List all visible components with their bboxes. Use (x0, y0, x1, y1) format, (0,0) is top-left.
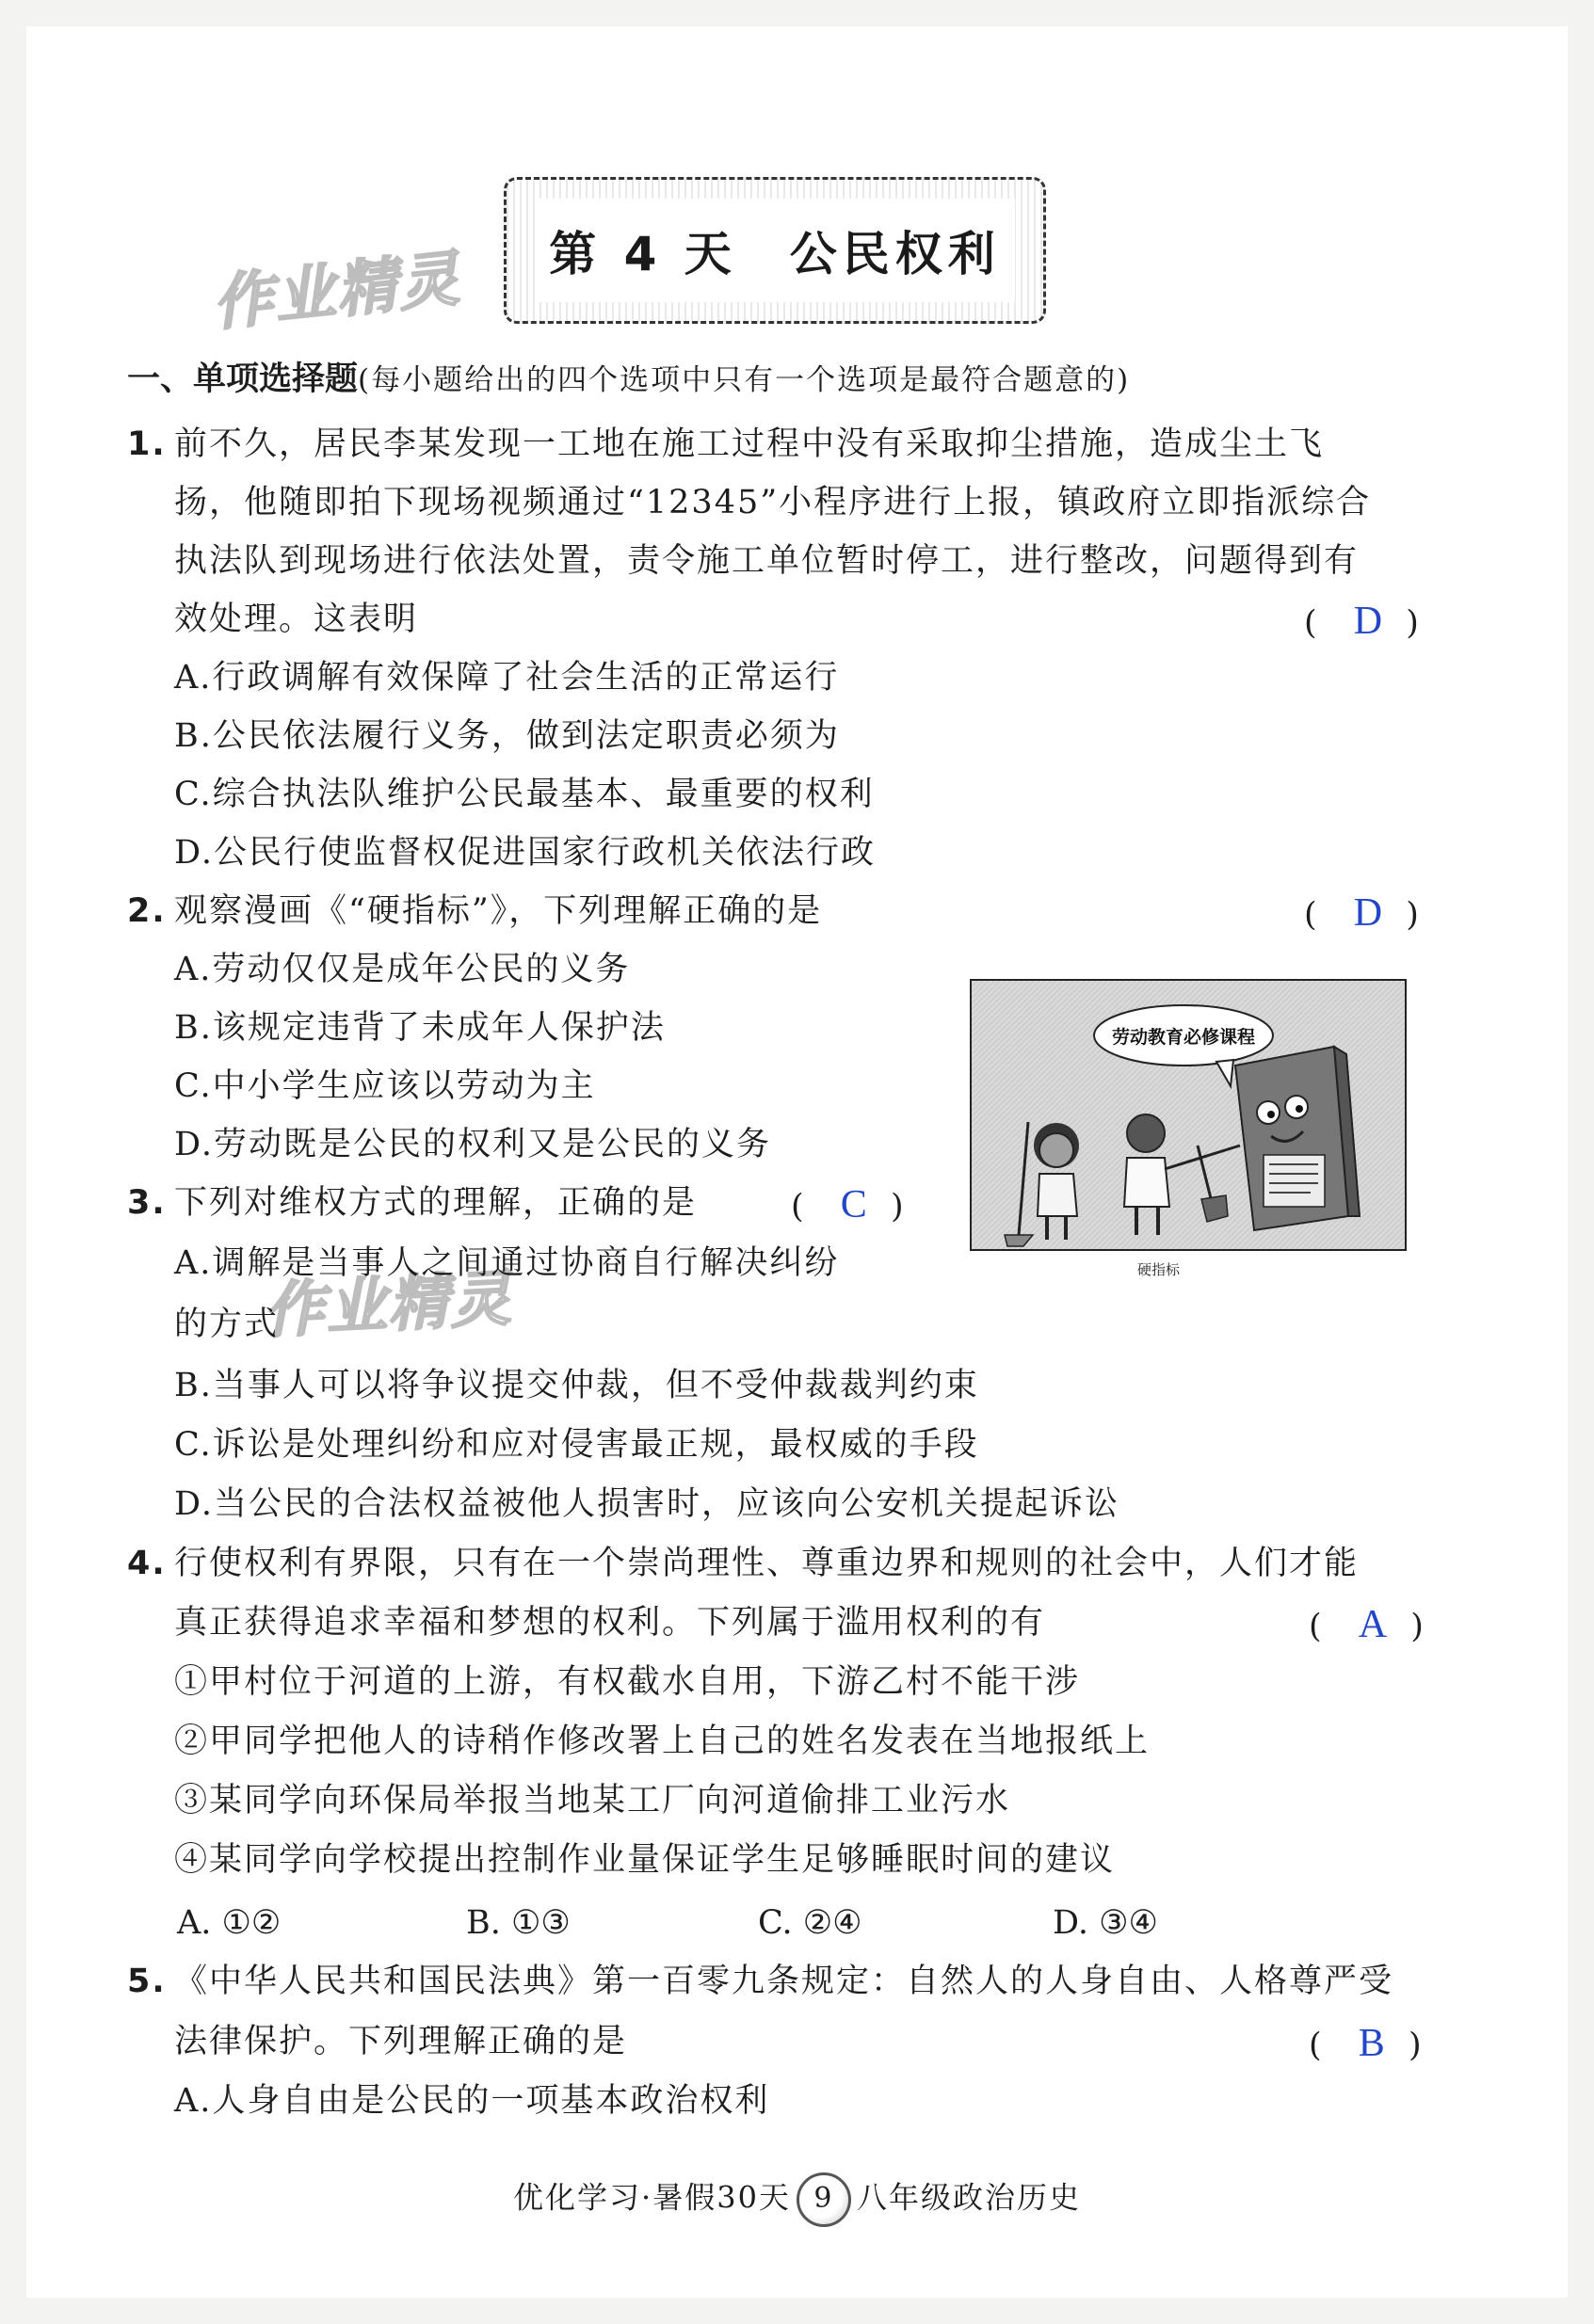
answer-bracket: ( C ) (791, 1183, 917, 1226)
statement-item: ③某同学向环保局举报当地某工厂向河道偷排工业污水 (174, 1782, 1011, 1819)
question-number: 1. (127, 425, 167, 463)
choice: C. ②④ (758, 1904, 862, 1942)
question-stem-line: 法律保护。下列理解正确的是 (174, 2023, 628, 2060)
choice: A. ①② (177, 1904, 282, 1942)
answer-letter: C (840, 1183, 867, 1226)
option: C.诉讼是处理纠纷和应对侵害最正规，最权威的手段 (174, 1426, 979, 1464)
statement-item: ④某同学向学校提出控制作业量保证学生足够睡眠时间的建议 (174, 1841, 1116, 1879)
watermark: 作业精灵 (262, 1264, 515, 1347)
question-stem-line: 观察漫画《“硬指标”》，下列理解正确的是 (174, 892, 823, 930)
question-stem-line: 前不久，居民李某发现一工地在施工过程中没有采取抑尘措施，造成尘土飞 (174, 425, 1325, 463)
answer-letter: A (1358, 1603, 1388, 1646)
section-note: (每小题给出的四个选项中只有一个选项是最符合题意的) (358, 363, 1131, 397)
watermark: 作业精灵 (209, 244, 464, 340)
option: D.公民行使监督权促进国家行政机关依法行政 (174, 834, 876, 872)
option: D.当公民的合法权益被他人损害时，应该向公安机关提起诉讼 (174, 1485, 1119, 1523)
answer-letter: D (1353, 600, 1383, 643)
statement-item: ①甲村位于河道的上游，有权截水自用，下游乙村不能干涉 (174, 1663, 1081, 1701)
option: A.调解是当事人之间通过协商自行解决纠纷 (174, 1244, 840, 1282)
option: B.当事人可以将争议提交仲裁，但不受仲裁裁判约束 (174, 1367, 979, 1404)
question-stem-line: 效处理。这表明 (174, 601, 419, 638)
question-number: 4. (127, 1545, 167, 1582)
question-stem-line: 真正获得追求幸福和梦想的权利。下列属于滥用权利的有 (174, 1604, 1046, 1642)
question-stem-line: 行使权利有界限，只有在一个崇尚理性、尊重边界和规则的社会中，人们才能 (174, 1545, 1360, 1582)
cartoon-caption: 硬指标 (1137, 1261, 1181, 1278)
question-stem-line: 扬，他随即拍下现场视频通过“12345”小程序进行上报，镇政府立即指派综合 (174, 484, 1372, 521)
question-number: 5. (127, 1963, 167, 2000)
answer-letter: B (1358, 2022, 1385, 2065)
option: B.该规定违背了未成年人保护法 (174, 1009, 666, 1047)
cartoon-image (970, 979, 1407, 1251)
answer-bracket: ( B ) (1309, 2022, 1435, 2065)
page-number: 9 (797, 2172, 851, 2227)
footer-left: 优化学习·暑假30天 (513, 2179, 791, 2216)
answer-letter: D (1353, 891, 1383, 935)
question-number: 2. (127, 892, 167, 930)
option: A.劳动仅仅是成年公民的义务 (174, 951, 631, 988)
answer-bracket: ( D ) (1304, 891, 1432, 935)
section-head: 一、单项选择题 (127, 361, 359, 398)
question-number: 3. (127, 1184, 167, 1222)
page-title: 第 4 天 公民权利 (535, 199, 1015, 302)
question-stem-line: 执法队到现场进行依法处置，责令施工单位暂时停工，进行整改，问题得到有 (174, 542, 1360, 580)
choice: B. ①③ (466, 1904, 571, 1942)
statement-item: ②甲同学把他人的诗稍作修改署上自己的姓名发表在当地报纸上 (174, 1723, 1151, 1760)
option: B.公民依法履行义务，做到法定职责必须为 (174, 717, 840, 755)
answer-bracket: ( D ) (1304, 600, 1432, 643)
answer-bracket: ( A ) (1309, 1603, 1437, 1646)
page-footer (0, 2172, 1594, 2227)
option: C.中小学生应该以劳动为主 (174, 1067, 596, 1105)
option: 的方式 (174, 1306, 280, 1343)
question-stem-line: 《中华人民共和国民法典》第一百零九条规定：自然人的人身自由、人格尊严受 (174, 1963, 1394, 2000)
section-heading (127, 353, 1130, 400)
cartoon-drawing (972, 981, 1405, 1249)
speech-text: 劳动教育必修课程 (1111, 1027, 1256, 1048)
option: A.人身自由是公民的一项基本政治权利 (174, 2082, 770, 2120)
title-box (504, 177, 1046, 324)
option: A.行政调解有效保障了社会生活的正常运行 (174, 659, 840, 697)
option: C.综合执法队维护公民最基本、最重要的权利 (174, 776, 875, 813)
question-stem-line: 下列对维权方式的理解，正确的是 (174, 1184, 698, 1222)
footer-right: 八年级政治历史 (856, 2179, 1081, 2216)
option: D.劳动既是公民的权利又是公民的义务 (174, 1126, 771, 1163)
choice: D. ③④ (1053, 1904, 1158, 1942)
